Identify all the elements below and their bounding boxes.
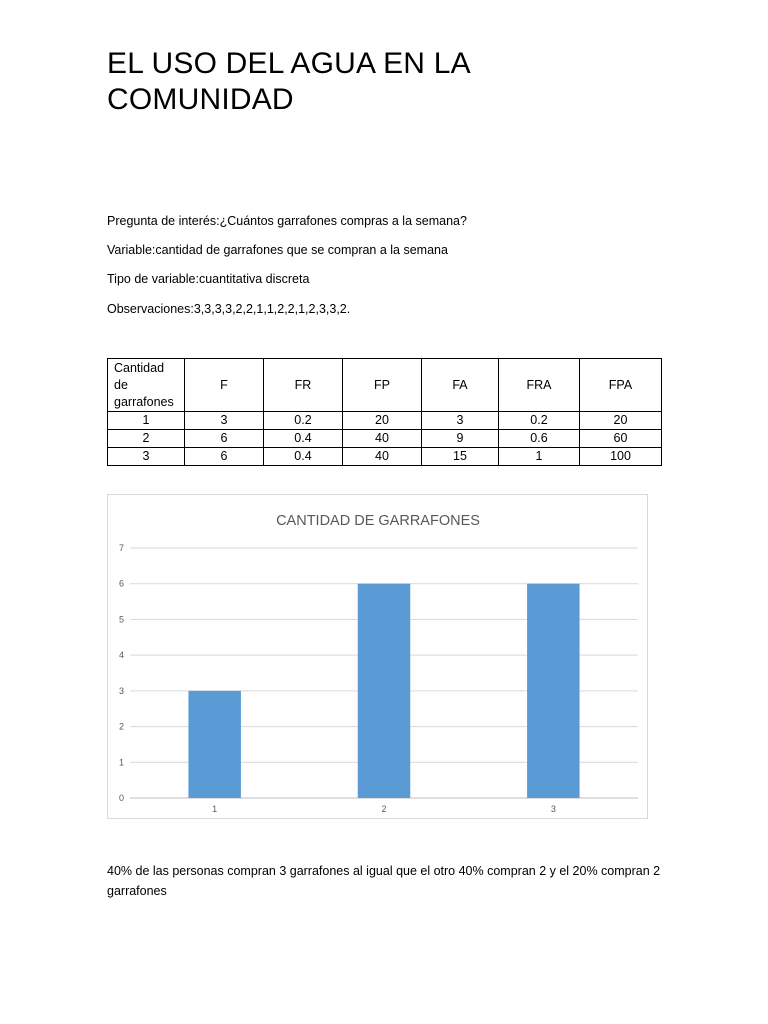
table-cell: 6	[185, 430, 264, 448]
document-title: EL USO DEL AGUA EN LA COMUNIDAD	[107, 47, 470, 116]
table-cell: 40	[343, 430, 422, 448]
table-cell: 40	[343, 448, 422, 466]
header-fr: FR	[264, 359, 343, 412]
table-cell: 15	[422, 448, 499, 466]
table-header-row	[108, 359, 662, 412]
header-fpa: FPA	[580, 359, 662, 412]
y-tick-label: 5	[118, 614, 124, 625]
y-tick-label: 3	[118, 685, 124, 696]
header-cantidad: Cantidad de garrafones	[108, 359, 185, 412]
header-fp: FP	[343, 359, 422, 412]
table-cell: 2	[108, 430, 185, 448]
table-cell: 1	[108, 412, 185, 430]
table-cell: 60	[580, 430, 662, 448]
variable-type-text: Tipo de variable:cuantitativa discreta	[107, 272, 310, 286]
table-cell: 0.4	[264, 430, 343, 448]
conclusion-text: 40% de las personas compran 3 garrafones al igual que el otro 40% compran 2 y el 20% compran 2 garrafones	[107, 864, 661, 898]
bar-chart	[107, 494, 648, 819]
table-cell: 3	[422, 412, 499, 430]
y-tick-label: 6	[118, 578, 124, 589]
chart-canvas	[108, 495, 649, 820]
table-cell: 3	[185, 412, 264, 430]
bar	[527, 584, 579, 798]
table-cell: 20	[343, 412, 422, 430]
table-cell: 20	[580, 412, 662, 430]
y-tick-label: 2	[118, 721, 124, 732]
frequency-table	[107, 358, 662, 466]
question-text: Pregunta de interés:¿Cuántos garrafones compras a la semana?	[107, 214, 467, 228]
variable-text: Variable:cantidad de garrafones que se compran a la semana	[107, 243, 448, 257]
table-row	[108, 430, 662, 448]
x-tick-label: 3	[550, 804, 556, 814]
x-tick-label: 1	[212, 804, 218, 814]
y-tick-label: 4	[118, 650, 124, 661]
header-fa: FA	[422, 359, 499, 412]
x-tick-label: 2	[381, 804, 387, 814]
table-cell: 6	[185, 448, 264, 466]
chart-title: CANTIDAD DE GARRAFONES	[276, 513, 480, 529]
bar	[188, 691, 240, 798]
bar	[358, 584, 410, 798]
header-f: F	[185, 359, 264, 412]
table-cell: 0.4	[264, 448, 343, 466]
observations-text: Observaciones:3,3,3,3,2,2,1,1,2,2,1,2,3,3,2.	[107, 302, 351, 316]
table-cell: 0.2	[264, 412, 343, 430]
y-tick-label: 7	[118, 543, 124, 553]
y-tick-label: 0	[118, 793, 124, 803]
table-row	[108, 412, 662, 430]
table-row	[108, 448, 662, 466]
table-cell: 1	[499, 448, 580, 466]
table-cell: 100	[580, 448, 662, 466]
header-fra: FRA	[499, 359, 580, 412]
table-cell: 3	[108, 448, 185, 466]
table-cell: 0.2	[499, 412, 580, 430]
y-tick-label: 1	[118, 757, 124, 768]
table-cell: 0.6	[499, 430, 580, 448]
table-cell: 9	[422, 430, 499, 448]
